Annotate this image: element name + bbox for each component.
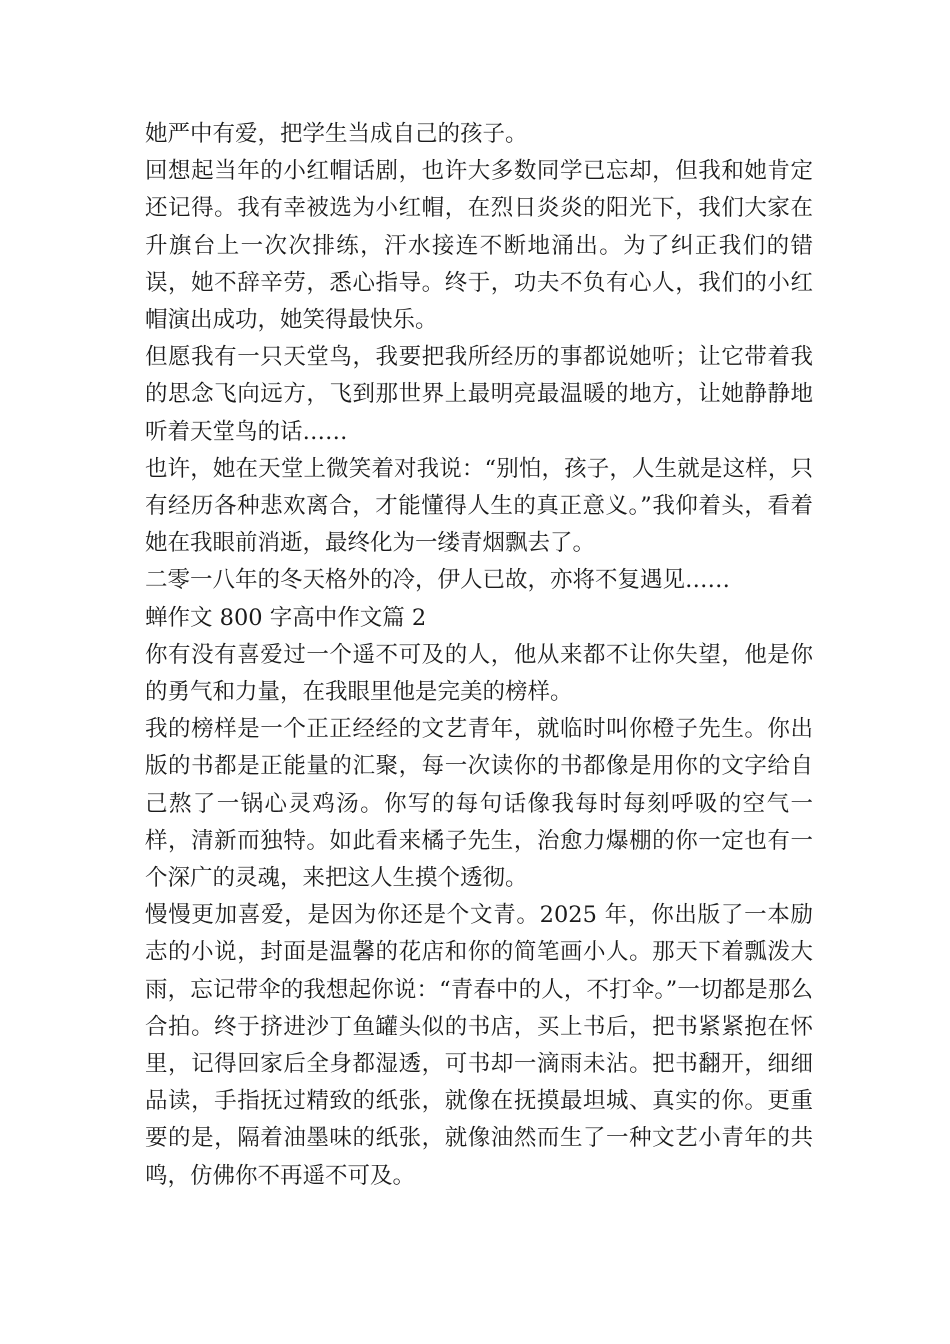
document-page xyxy=(145,116,813,1195)
paragraph-4: 也许，她在天堂上微笑着对我说：“别怕，孩子，人生就是这样，只有经历各种悲欢离合，才能懂得人生的真正意义。”我仰着头，看着她在我眼前消逝，最终化为一缕青烟飘去了。 xyxy=(145,455,813,557)
paragraph-6: 你有没有喜爱过一个遥不可及的人，他从来都不让你失望，他是你的勇气和力量，在我眼里他是完美的榜样。 xyxy=(145,641,813,706)
paragraph-2: 回想起当年的小红帽话剧，也许大多数同学已忘却，但我和她肯定还记得。我有幸被选为小红帽，在烈日炎炎的阳光下，我们大家在升旗台上一次次排练，汗水接连不断地涌出。为了纠正我们的错误，她不辞辛劳，悉心指导。终于，功夫不负有心人，我们的小红帽演出成功，她笑得最快乐。 xyxy=(145,158,813,334)
section-heading: 蝉作文 800 字高中作文篇 2 xyxy=(145,604,427,631)
paragraph-3: 但愿我有一只天堂鸟，我要把我所经历的事都说她听；让它带着我的思念飞向远方，飞到那世界上最明亮最温暖的地方，让她静静地听着天堂鸟的话…… xyxy=(145,344,813,445)
paragraph-8: 慢慢更加喜爱，是因为你还是个文青。2025 年，你出版了一本励志的小说，封面是温馨的花店和你的简笔画小人。那天下着瓢泼大雨，忘记带伞的我想起你说：“青春中的人，不打伞。”一切都是那么合拍。终于挤进沙丁鱼罐头似的书店，买上书后，把书紧紧抱在怀里，记得回家后全身都湿透，可书却一滴雨未沾。把书翻开，细细品读，手指抚过精致的纸张，就像在抚摸最坦城、真实的你。更重要的是，隔着油墨味的纸张，就像油然而生了一种文艺小青年的共鸣，仿佛你不再遥不可及。 xyxy=(145,902,813,1189)
paragraph-1: 她严中有爱，把学生当成自己的孩子。 xyxy=(145,121,528,147)
paragraph-7: 我的榜样是一个正正经经的文艺青年，就临时叫你橙子先生。你出版的书都是正能量的汇聚，每一次读你的书都像是用你的文字给自己熬了一锅心灵鸡汤。你写的每句话像我每时每刻呼吸的空气一样，清新而独特。如此看来橘子先生，治愈力爆棚的你一定也有一个深广的灵魂，来把这人生摸个透彻。 xyxy=(145,716,813,892)
paragraph-5: 二零一八年的冬天格外的冷，伊人已故，亦将不复遇见…… xyxy=(145,567,731,594)
